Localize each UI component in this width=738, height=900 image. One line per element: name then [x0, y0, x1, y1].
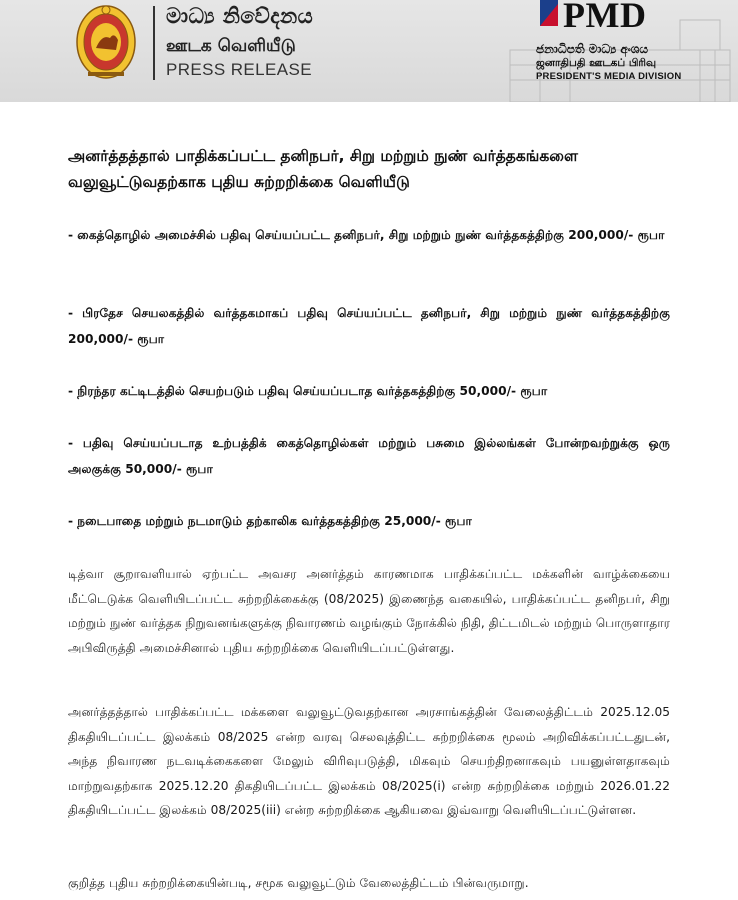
body-paragraph: டித்வா சூறாவளியால் ஏற்பட்ட அவசர அனர்த்தம் காரணமாக பாதிக்கப்பட்ட மக்களின் வாழ்க்கையை மீட்டெடுக்க வெளியிடப்பட்ட சுற்றறிக்கைக்கு (08/2025) இணைந்த வகையில், பாதிக்கப்பட்ட தனிநபர், சிறு மற்றும் நுண் வர்த்தக நிறுவனங்களுக்கு நிவாரணம் வழங்கும் நோக்கில் நிதி, திட்டமிடல் மற்றும் பொருளாதார அபிவிருத்தி அமைச்சினால் புதிய சுற்றறிக்கை வெளியிடப்பட்டுள்ளது. [68, 567, 670, 655]
pmd-logo-mark-icon [540, 0, 558, 26]
pmd-tamil-name: ஜனாதிபதி ஊடகப் பிரிவு [536, 57, 657, 69]
pmd-sinhala-name: ජනාධිපති මාධ්‍ය අංශය [536, 42, 649, 56]
document-title: அனர்த்தத்தால் பாதிக்கப்பட்ட தனிநபர், சிறு மற்றும் நுண் வர்த்தகங்களை வலுவூட்டுவதற்காக புதிய சுற்றறிக்கை வெளியீடு [68, 147, 578, 191]
bullet-item: - நிரந்தர கட்டிடத்தில் செயற்படும் பதிவு செய்யப்படாத வர்த்தகத்திற்கு 50,000/- ரூபா [68, 384, 548, 398]
body-paragraph: குறித்த புதிய சுற்றறிக்கையின்படி, சமூக வலுவூட்டும் வேலைத்திட்டம் பின்வருமாறு. [68, 876, 529, 890]
press-release-header [0, 0, 738, 102]
pmd-english-name: PRESIDENT'S MEDIA DIVISION [536, 71, 682, 82]
bullet-item: - கைத்தொழில் அமைச்சில் பதிவு செய்யப்பட்ட தனிநபர், சிறு மற்றும் நுண் வர்த்தகத்திற்கு 200,000/- ரூபா [68, 228, 665, 242]
body-paragraph: அனர்த்தத்தால் பாதிக்கப்பட்ட மக்களை வலுவூட்டுவதற்கான அரசாங்கத்தின் வேலைத்திட்டம் 2025.12.05 திகதியிடப்பட்ட இலக்கம் 08/2025 என்ற வரவு செலவுத்திட்ட சுற்றறிக்கை மூலம் அறிவிக்கப்பட்டதுடன், அந்த நிவாரண நடவடிக்கைகளை மேலும் விரிவுபடுத்தி, மிகவும் செயற்திறனாகவும் பயனுள்ளதாகவும் மாற்றுவதற்காக 2025.12.20 திகதியிடப்பட்ட இலக்கம் 08/2025(i) என்ற சுற்றறிக்கை மற்றும் 2026.01.22 திகதியிடப்பட்ட இலக்கம் 08/2025(iii) என்ற சுற்றறிக்கை ஆகியவை இவ்வாறு வெளியிடப்பட்டுள்ளன. [68, 705, 670, 817]
pmd-logo-text: PMD [563, 0, 647, 35]
bullet-item: - நடைபாதை மற்றும் நடமாடும் தற்காலிக வர்த்தகத்திற்கு 25,000/- ரூபா [68, 514, 472, 528]
header-divider [153, 6, 155, 80]
header-tamil-title: ஊடக வெளியீடு [166, 36, 296, 56]
bullet-item: - பிரதேச செயலகத்தில் வர்த்தகமாகப் பதிவு செய்யப்பட்ட தனிநபர், சிறு மற்றும் நுண் வர்த்தகத்திற்கு 200,000/- ரூபா [68, 306, 670, 346]
sri-lanka-emblem-icon [74, 2, 138, 80]
header-sinhala-title: මාධ්‍ය නිවේදනය [166, 4, 314, 28]
header-english-title: PRESS RELEASE [166, 60, 312, 79]
bullet-item: - பதிவு செய்யப்படாத உற்பத்திக் கைத்தொழில்கள் மற்றும் பசுமை இல்லங்கள் போன்றவற்றுக்கு ஒரு அலகுக்கு 50,000/- ரூபா [68, 436, 670, 476]
